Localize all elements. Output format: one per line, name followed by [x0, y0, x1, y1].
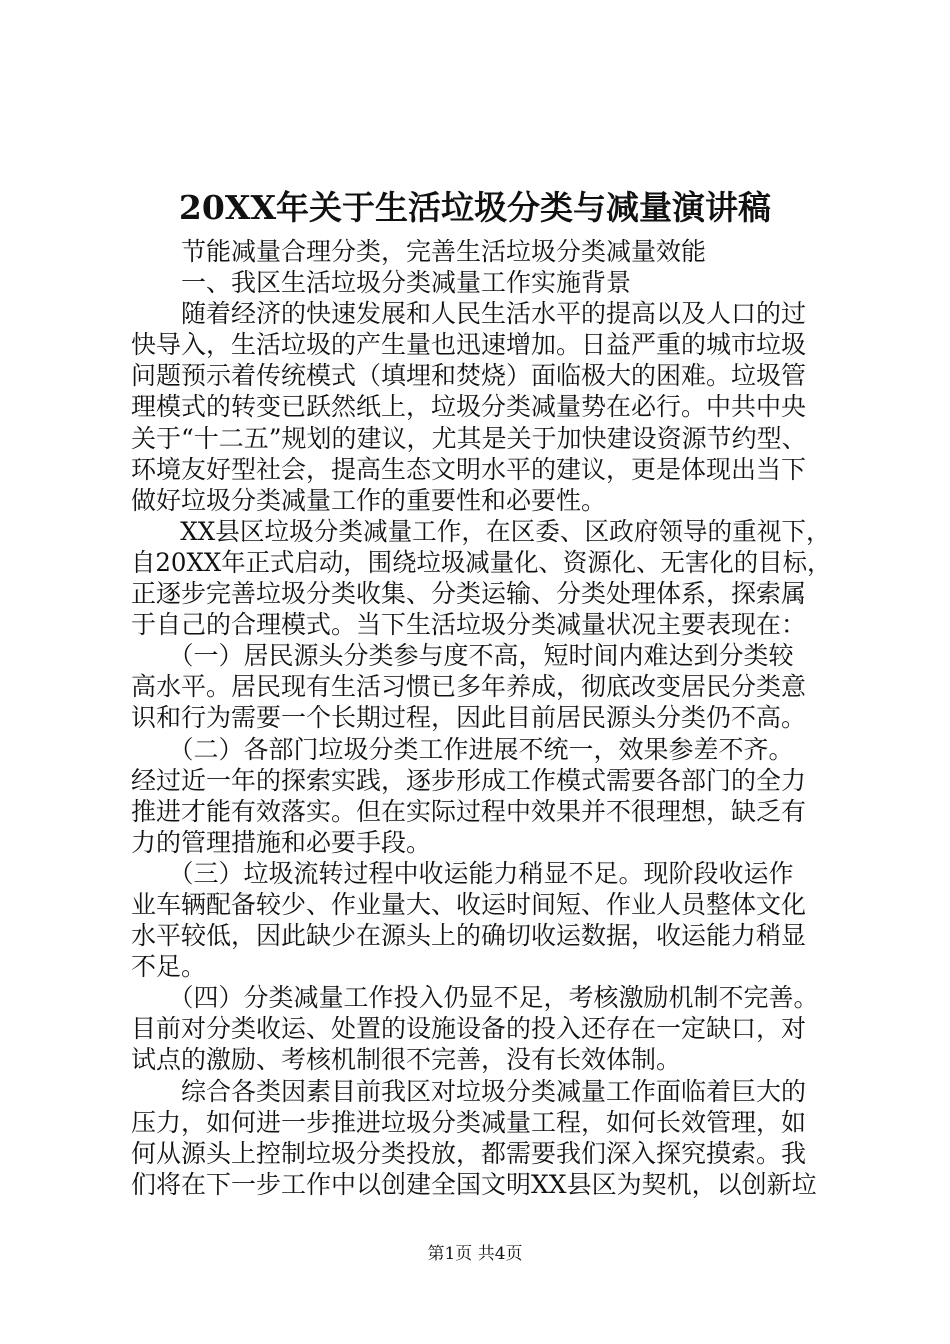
document-title: 20XX年关于生活垃圾分类与减量演讲稿 [178, 188, 772, 227]
body-line: 理模式的转变已跃然纸上，垃圾分类减量势在必行。中共中央 [131, 392, 807, 422]
body-line: 自20XX年正式启动，围绕垃圾减量化、资源化、无害化的目标， [131, 547, 832, 577]
body-line: 目前对分类收运、处置的设施设备的投入还存在一定缺口，对 [131, 1014, 807, 1044]
body-line: 推进才能有效落实。但在实际过程中效果并不很理想，缺乏有 [131, 796, 807, 826]
body-line: 于自己的合理模式。当下生活垃圾分类减量状况主要表现在： [131, 610, 807, 640]
body-line: 高水平。居民现有生活习惯已多年养成，彻底改变居民分类意 [131, 672, 807, 702]
page-footer: 第1页 共4页 [427, 1244, 523, 1264]
body-line: （四）分类减量工作投入仍显不足，考核激励机制不完善。 [131, 983, 819, 1013]
body-line: （三）垃圾流转过程中收运能力稍显不足。现阶段收运作 [131, 858, 794, 888]
body-line: 快导入，生活垃圾的产生量也迅速增加。日益严重的城市垃圾 [131, 330, 807, 360]
body-line: 问题预示着传统模式（填埋和焚烧）面临极大的困难。垃圾管 [131, 361, 807, 391]
body-line: 一、我区生活垃圾分类减量工作实施背景 [131, 268, 632, 298]
body-line: 综合各类因素目前我区对垃圾分类减量工作面临着巨大的 [131, 1076, 807, 1106]
body-line: 做好垃圾分类减量工作的重要性和必要性。 [131, 485, 607, 515]
body-line: 随着经济的快速发展和人民生活水平的提高以及人口的过 [131, 299, 807, 329]
body-line: 们将在下一步工作中以创建全国文明XX县区为契机，以创新垃 [131, 1169, 817, 1199]
body-line: 压力，如何进一步推进垃圾分类减量工程，如何长效管理，如 [131, 1107, 807, 1137]
body-line: 环境友好型社会，提高生态文明水平的建议，更是体现出当下 [131, 454, 807, 484]
body-line: XX县区垃圾分类减量工作，在区委、区政府领导的重视下， [131, 516, 831, 546]
body-line: 试点的激励、考核机制很不完善，没有长效体制。 [131, 1045, 682, 1075]
body-line: 不足。 [131, 952, 207, 982]
body-line: 力的管理措施和必要手段。 [131, 827, 432, 857]
body-line: 何从源头上控制垃圾分类投放，都需要我们深入探究摸索。我 [131, 1138, 807, 1168]
body-line: （一）居民源头分类参与度不高，短时间内难达到分类较 [131, 641, 794, 671]
body-line: 业车辆配备较少、作业量大、收运时间短、作业人员整体文化 [131, 889, 807, 919]
body-line: （二）各部门垃圾分类工作进展不统一，效果参差不齐。 [131, 734, 794, 764]
body-line: 经过近一年的探索实践，逐步形成工作模式需要各部门的全力 [131, 765, 807, 795]
body-line: 识和行为需要一个长期过程，因此目前居民源头分类仍不高。 [131, 703, 807, 733]
body-line: 关于“十二五”规划的建议，尤其是关于加快建设资源节约型、 [131, 423, 807, 453]
document-body [131, 236, 831, 1200]
body-line: 水平较低，因此缺少在源头上的确切收运数据，收运能力稍显 [131, 921, 807, 951]
body-line: 正逐步完善垃圾分类收集、分类运输、分类处理体系，探索属 [131, 579, 807, 609]
body-line: 节能减量合理分类，完善生活垃圾分类减量效能 [131, 237, 707, 266]
